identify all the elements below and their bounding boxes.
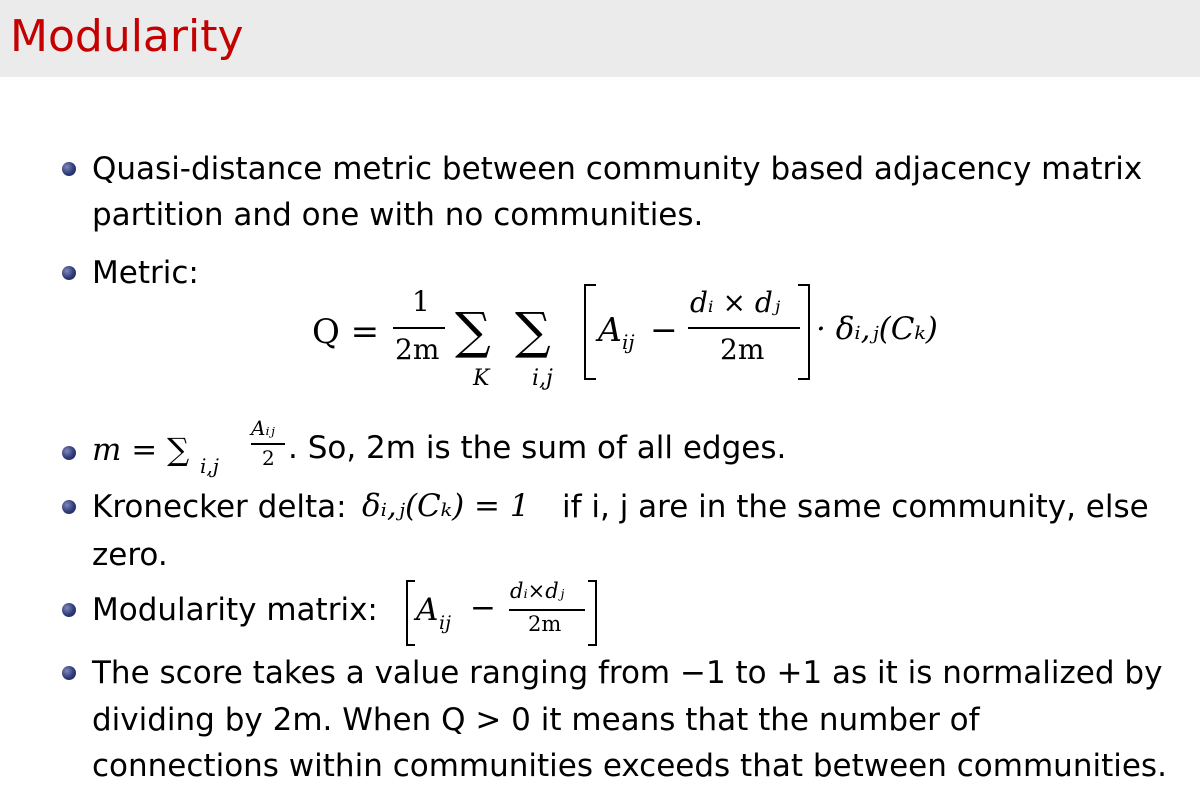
m-frac-den: 2 [262, 446, 275, 470]
mm-minus: − [470, 590, 496, 626]
a-ij-sub: ij [622, 330, 635, 354]
mm-num: dᵢ×dⱼ [510, 579, 565, 603]
m-def-lhs: m = ∑ [92, 432, 190, 468]
m-frac-num: Aᵢⱼ [251, 416, 275, 440]
frac-two-m: 2m [395, 333, 440, 366]
m-def-sub: i,j [200, 454, 219, 478]
frac-numerator: dᵢ × dⱼ [690, 286, 781, 319]
mm-a-sub: ij [439, 612, 451, 634]
a-ij: A [598, 310, 622, 349]
delta-term: · δᵢ,ⱼ(Cₖ) [816, 311, 938, 347]
bullet-6-line-3: connections within communities exceeds that between communities. [92, 748, 1167, 784]
bullet-4-suffix: if i, j are in the same community, else [562, 489, 1149, 525]
mm-den: 2m [528, 612, 562, 636]
bullet-6-line-2: dividing by 2m. When Q > 0 it means that the number of [92, 702, 980, 738]
sum-ij-label: i,j [532, 366, 553, 391]
minus-sign: − [650, 310, 678, 349]
sigma-ij: ∑ [515, 302, 551, 360]
bullet-6-line-1: The score takes a value ranging from −1 to +1 as it is normalized by [92, 655, 1163, 691]
bullet-marker [62, 666, 76, 680]
mm-frac-bar [509, 609, 585, 611]
bullet-3-text: . So, 2m is the sum of all edges. [288, 430, 787, 466]
bullet-2-line-1: Metric: [92, 255, 199, 291]
mm-a: A [416, 592, 439, 628]
slide-title: Modularity [10, 11, 244, 62]
mm-left-bracket [406, 580, 415, 646]
sigma-k: ∑ [455, 302, 491, 360]
q-lhs: Q = [312, 312, 380, 352]
frac-denominator: 2m [720, 333, 765, 366]
frac-one: 1 [412, 285, 430, 318]
bullet-1-line-1: Quasi-distance metric between community based adjacency matrix [92, 151, 1143, 187]
bullet-4-prefix: Kronecker delta: [92, 489, 347, 525]
bullet-5-prefix: Modularity matrix: [92, 592, 378, 628]
delta-expression: δᵢ,ⱼ(Cₖ) = 1 [362, 488, 530, 524]
bullet-1-line-2: partition and one with no communities. [92, 197, 704, 233]
bullet-4-line-2: zero. [92, 537, 168, 573]
sum-k-label: K [473, 366, 490, 391]
mm-right-bracket [588, 580, 597, 646]
